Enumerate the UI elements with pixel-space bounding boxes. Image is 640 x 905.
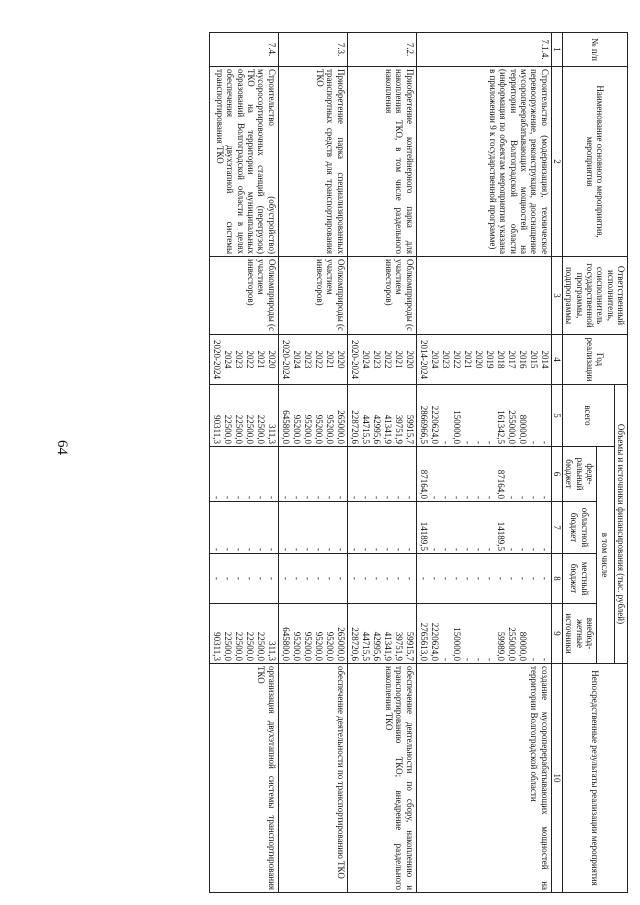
federal-cell: - <box>266 496 277 499</box>
year-cell: 2014 <box>539 350 550 369</box>
regional-cell: - <box>335 548 346 551</box>
total-cell: 90311,3 <box>211 415 222 444</box>
col-number: 7 <box>551 502 562 554</box>
header-local: местный бюджет <box>562 554 596 604</box>
table-row <box>347 33 416 893</box>
local-cell: - <box>440 577 451 580</box>
federal-cell: - <box>280 496 291 499</box>
extra-cell: 22500,0 <box>244 631 255 662</box>
federal-cell: - <box>244 496 255 499</box>
header-results: Непосредственные результаты реализации мероприятия <box>562 664 627 893</box>
extra-cell: 41341,9 <box>382 631 393 662</box>
extra-cell: - <box>539 658 550 662</box>
local-cell: - <box>222 577 233 580</box>
federal-cell: - <box>473 496 484 499</box>
regional-cell: - <box>404 548 415 551</box>
extra-cell-column <box>347 604 416 664</box>
row-executor: Облкомприроды (с участием инвесторов) <box>209 257 278 335</box>
extra-cell: 90311,3 <box>211 632 222 662</box>
federal-cell-column <box>416 447 551 502</box>
federal-cell: - <box>440 496 451 499</box>
total-cell: - <box>473 441 484 444</box>
table-row <box>416 33 551 893</box>
local-cell: - <box>291 577 302 580</box>
year-cell: 2022 <box>313 350 324 369</box>
regional-cell: - <box>528 548 539 551</box>
total-cell: 311,3 <box>266 424 277 444</box>
row-result: обеспечение деятельности по сбору, накоплению и транспортированию ТКО; внедрение раздельного накопления ТКО <box>347 664 416 893</box>
row-number: 7.4. <box>209 33 278 67</box>
year-cell-column <box>278 335 347 385</box>
extra-cell: 44715,5 <box>360 631 371 662</box>
federal-cell: 87164,0 <box>495 469 506 499</box>
total-cell: - <box>484 441 495 444</box>
header-year: Год реализации <box>562 335 627 385</box>
local-cell: - <box>211 577 222 580</box>
year-cell: 2018 <box>495 350 506 369</box>
total-cell: 42995,6 <box>371 414 382 444</box>
extra-cell: - <box>473 658 484 662</box>
federal-cell: - <box>211 496 222 499</box>
regional-cell: - <box>302 548 313 551</box>
year-cell: 2020 <box>473 350 484 369</box>
total-cell: 265000,0 <box>335 410 346 444</box>
extra-cell: - <box>440 658 451 662</box>
extra-cell: 2220624,0 <box>429 622 440 662</box>
year-cell: 2014-2024 <box>418 340 429 379</box>
row-name: Приобретение контейнерного парка для накопления ТКО, в том числе раздельного накопления <box>347 67 416 257</box>
total-cell: 44715,5 <box>360 414 371 444</box>
regional-cell: - <box>484 548 495 551</box>
federal-cell: - <box>255 496 266 499</box>
local-cell: - <box>244 577 255 580</box>
total-cell: 22500,0 <box>255 414 266 444</box>
regional-cell: - <box>222 548 233 551</box>
extra-cell: 645800,0 <box>280 627 291 662</box>
extra-cell: 59915,7 <box>404 631 415 662</box>
local-cell: - <box>473 577 484 580</box>
federal-cell: - <box>528 496 539 499</box>
header-incl: в том числе <box>596 447 614 664</box>
year-cell: 2016 <box>517 350 528 369</box>
total-cell: 95200,0 <box>324 414 335 444</box>
col-number: 3 <box>551 257 562 335</box>
year-cell: 2020 <box>266 350 277 369</box>
col-number: 1 <box>551 33 562 67</box>
year-cell-column <box>416 335 551 385</box>
total-cell-column <box>347 385 416 447</box>
federal-cell-column <box>347 447 416 502</box>
extra-cell: 265000,0 <box>335 627 346 662</box>
year-cell: 2017 <box>506 350 517 369</box>
federal-cell: - <box>517 496 528 499</box>
total-cell-column <box>278 385 347 447</box>
federal-cell: - <box>349 496 360 499</box>
header-regional: областной бюджет <box>562 502 596 554</box>
regional-cell: - <box>233 548 244 551</box>
local-cell: - <box>539 577 550 580</box>
col-number: 9 <box>551 604 562 664</box>
local-cell: - <box>484 577 495 580</box>
regional-cell-column <box>347 502 416 554</box>
federal-cell: - <box>324 496 335 499</box>
regional-cell: - <box>244 548 255 551</box>
regional-cell: - <box>360 548 371 551</box>
year-cell: 2024 <box>360 350 371 369</box>
extra-cell-column <box>416 604 551 664</box>
col-number: 4 <box>551 335 562 385</box>
regional-cell: - <box>440 548 451 551</box>
extra-cell: 95200,0 <box>324 631 335 662</box>
extra-cell: 95200,0 <box>313 631 324 662</box>
extra-cell: 150000,0 <box>451 627 462 662</box>
regional-cell: - <box>462 548 473 551</box>
extra-cell: 228720,6 <box>349 627 360 662</box>
total-cell: 255000,0 <box>506 410 517 444</box>
local-cell: - <box>451 577 462 580</box>
total-cell: 2220624,0 <box>429 405 440 444</box>
local-cell: - <box>313 577 324 580</box>
col-number: 2 <box>551 67 562 257</box>
federal-cell: - <box>484 496 495 499</box>
extra-cell-column <box>278 604 347 664</box>
federal-cell: - <box>462 496 473 499</box>
federal-cell: - <box>371 496 382 499</box>
year-cell: 2020 <box>335 350 346 369</box>
year-cell: 2020-2024 <box>211 340 222 379</box>
year-cell: 2023 <box>371 350 382 369</box>
local-cell: - <box>506 577 517 580</box>
regional-cell: - <box>429 548 440 551</box>
row-number: 7.3. <box>278 33 347 67</box>
regional-cell: - <box>371 548 382 551</box>
table-body <box>209 33 551 893</box>
year-cell-column <box>347 335 416 385</box>
local-cell: - <box>302 577 313 580</box>
regional-cell: - <box>211 548 222 551</box>
local-cell: - <box>255 577 266 580</box>
extra-cell: 255000,0 <box>506 627 517 662</box>
row-name: Строительство (модернизация), техническое перевооружение, реконструкция, дооснащение мусороперерабатывающих мощностей на территории Волгоградской области (информация по объектам мероприятия указана в приложении 9 к государственной программе) <box>416 67 551 257</box>
local-cell: - <box>517 577 528 580</box>
year-cell: 2021 <box>255 350 266 369</box>
local-cell: - <box>324 577 335 580</box>
extra-cell: 39751,9 <box>393 631 404 662</box>
local-cell-column <box>209 554 278 604</box>
federal-cell: - <box>302 496 313 499</box>
federal-cell: - <box>429 496 440 499</box>
federal-cell: - <box>313 496 324 499</box>
table-row <box>278 33 347 893</box>
regional-cell: - <box>506 548 517 551</box>
row-number: 7.1.4. <box>416 33 551 67</box>
extra-cell: 95200,0 <box>291 631 302 662</box>
local-cell: - <box>528 577 539 580</box>
local-cell: - <box>335 577 346 580</box>
row-result: обеспечение деятельности по транспортированию ТКО <box>278 664 347 893</box>
total-cell: 22500,0 <box>244 414 255 444</box>
local-cell: - <box>429 577 440 580</box>
federal-cell-column <box>278 447 347 502</box>
extra-cell-column <box>209 604 278 664</box>
total-cell: - <box>539 441 550 444</box>
local-cell: - <box>418 577 429 580</box>
total-cell-column <box>209 385 278 447</box>
col-number: 6 <box>551 447 562 502</box>
total-cell-column <box>416 385 551 447</box>
year-cell: 2020-2024 <box>349 340 360 379</box>
year-cell: 2015 <box>528 350 539 369</box>
regional-cell-column <box>278 502 347 554</box>
federal-cell: - <box>233 496 244 499</box>
local-cell: - <box>349 577 360 580</box>
total-cell: 228720,6 <box>349 410 360 444</box>
federal-cell: - <box>222 496 233 499</box>
extra-cell: 22500,0 <box>222 631 233 662</box>
extra-cell: 22500,0 <box>233 631 244 662</box>
year-cell: 2023 <box>440 350 451 369</box>
regional-cell: - <box>539 548 550 551</box>
total-cell: 59915,7 <box>404 414 415 444</box>
header-funding: Объемы и источники финансирования (тыс. рублей) <box>614 385 627 664</box>
extra-cell: 59989,0 <box>495 631 506 662</box>
year-cell: 2024 <box>429 350 440 369</box>
regional-cell-column <box>416 502 551 554</box>
regional-cell: - <box>451 548 462 551</box>
column-numbers-row <box>551 33 562 893</box>
total-cell: 2866966,5 <box>418 405 429 444</box>
federal-cell: - <box>360 496 371 499</box>
header-total: всего <box>562 385 614 447</box>
local-cell: - <box>371 577 382 580</box>
regional-cell-column <box>209 502 278 554</box>
total-cell: 161342,5 <box>495 410 506 444</box>
funding-table <box>209 32 628 893</box>
regional-cell: - <box>313 548 324 551</box>
extra-cell: - <box>462 658 473 662</box>
extra-cell: 95200,0 <box>302 631 313 662</box>
extra-cell: - <box>528 658 539 662</box>
year-cell: 2024 <box>291 350 302 369</box>
year-cell: 2023 <box>233 350 244 369</box>
row-result: организация двухэтапной системы транспортирования ТКО <box>209 664 278 893</box>
regional-cell: - <box>291 548 302 551</box>
federal-cell-column <box>209 447 278 502</box>
extra-cell: 2765613,0 <box>418 622 429 662</box>
federal-cell: - <box>506 496 517 499</box>
year-cell: 2023 <box>302 350 313 369</box>
row-name: Приобретение парка специализированных транспортных средств для транспортирования ТКО <box>278 67 347 257</box>
total-cell: 22500,0 <box>222 414 233 444</box>
regional-cell: 14189,5 <box>418 521 429 551</box>
regional-cell: - <box>324 548 335 551</box>
year-cell: 2020-2024 <box>280 340 291 379</box>
row-executor: Облкомприроды (с участием инвесторов) <box>347 257 416 335</box>
year-cell: 2021 <box>324 350 335 369</box>
local-cell-column <box>347 554 416 604</box>
local-cell: - <box>462 577 473 580</box>
federal-cell: - <box>291 496 302 499</box>
header-name: Наименование основного мероприятия, мероприятия <box>562 67 627 257</box>
col-number: 5 <box>551 385 562 447</box>
total-cell: 95200,0 <box>291 414 302 444</box>
regional-cell: - <box>266 548 277 551</box>
local-cell-column <box>416 554 551 604</box>
total-cell: 39751,9 <box>393 414 404 444</box>
total-cell: 150000,0 <box>451 410 462 444</box>
row-executor: Облкомприроды (с участием инвесторов) <box>278 257 347 335</box>
total-cell: - <box>528 441 539 444</box>
local-cell-column <box>278 554 347 604</box>
col-number: 8 <box>551 554 562 604</box>
year-cell: 2020 <box>404 350 415 369</box>
table-row <box>209 33 278 893</box>
total-cell: - <box>462 441 473 444</box>
row-number: 7.2. <box>347 33 416 67</box>
year-cell: 2022 <box>451 350 462 369</box>
row-name: Строительство (обустройство) мусоросортировочных станций (перегрузок) ТКО на территории муниципальных образований Волгоградской области в целях обеспечения двухэтапной системы транспортирования ТКО <box>209 67 278 257</box>
total-cell: 80000,0 <box>517 414 528 444</box>
federal-cell: 87164,0 <box>418 469 429 499</box>
total-cell: 22500,0 <box>233 414 244 444</box>
federal-cell: - <box>382 496 393 499</box>
row-result: создание мусороперерабатывающих мощностей на территории Волгоградской области <box>416 664 551 893</box>
regional-cell: - <box>255 548 266 551</box>
header-extra: внебюд-жетные источники <box>562 604 596 664</box>
regional-cell: - <box>473 548 484 551</box>
local-cell: - <box>233 577 244 580</box>
regional-cell: - <box>393 548 404 551</box>
total-cell: 95200,0 <box>302 414 313 444</box>
year-cell: 2022 <box>244 350 255 369</box>
regional-cell: - <box>382 548 393 551</box>
row-executor <box>416 257 551 335</box>
year-cell: 2021 <box>393 350 404 369</box>
total-cell: 95200,0 <box>313 414 324 444</box>
year-cell: 2021 <box>462 350 473 369</box>
local-cell: - <box>393 577 404 580</box>
header-executor: Ответственный исполнитель, соисполнитель государственной программы, подпрограммы <box>562 257 627 335</box>
local-cell: - <box>360 577 371 580</box>
extra-cell: 311,3 <box>266 641 277 662</box>
year-cell: 2019 <box>484 350 495 369</box>
total-cell: 645800,0 <box>280 410 291 444</box>
rotated-table-wrapper <box>62 32 628 892</box>
local-cell: - <box>382 577 393 580</box>
regional-cell: 14189,5 <box>495 521 506 551</box>
local-cell: - <box>280 577 291 580</box>
header-federal: феде-ральный бюджет <box>562 447 596 502</box>
header-num: № п/п <box>562 33 627 67</box>
regional-cell: - <box>349 548 360 551</box>
federal-cell: - <box>404 496 415 499</box>
federal-cell: - <box>393 496 404 499</box>
extra-cell: 22500,0 <box>255 631 266 662</box>
regional-cell: - <box>280 548 291 551</box>
total-cell: 41341,9 <box>382 414 393 444</box>
extra-cell: 42995,6 <box>371 631 382 662</box>
regional-cell: - <box>517 548 528 551</box>
federal-cell: - <box>539 496 550 499</box>
federal-cell: - <box>451 496 462 499</box>
year-cell: 2024 <box>222 350 233 369</box>
year-cell-column <box>209 335 278 385</box>
federal-cell: - <box>335 496 346 499</box>
col-number: 10 <box>551 664 562 893</box>
year-cell: 2022 <box>382 350 393 369</box>
extra-cell: 80000,0 <box>517 631 528 662</box>
local-cell: - <box>495 577 506 580</box>
extra-cell: - <box>484 658 495 662</box>
total-cell: - <box>440 441 451 444</box>
page-number: 64 <box>54 440 70 455</box>
local-cell: - <box>266 577 277 580</box>
local-cell: - <box>404 577 415 580</box>
